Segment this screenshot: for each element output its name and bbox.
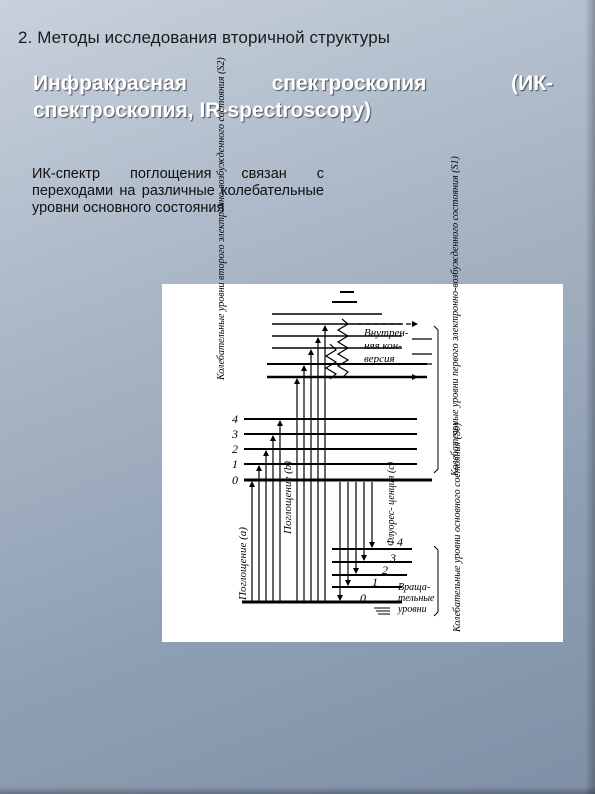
- s0-level-label: 2: [382, 563, 388, 577]
- s0-bracket: [434, 546, 438, 616]
- s1-bracket: [434, 326, 438, 473]
- fluorescence-label: Флуорес- ценция (с): [386, 461, 397, 546]
- s0-level-label: 1: [372, 575, 378, 589]
- rotational-levels-label: Враща- тельные уровни: [398, 582, 435, 615]
- slide-title: Инфракрасная спектроскопия (ИК-спектроскопия, IR-spectroscopy): [33, 72, 553, 122]
- slide-body-text: ИК-спектр поглощения связан с переходами на различные колебательные уровни основного состояния: [32, 166, 324, 216]
- zigzag-line: [326, 344, 336, 379]
- internal-conversion-label: Внутрен- няя кон- версия: [364, 327, 409, 365]
- internal-conversion: [326, 319, 417, 379]
- s1-levels: [231, 412, 432, 487]
- s1-level-label: 4: [232, 412, 238, 426]
- s1-level-label: 1: [232, 457, 238, 471]
- slide-shadow-right: [585, 0, 595, 794]
- s0-level-label: 0: [360, 591, 366, 605]
- absorption-b-label: Поглощение (b): [282, 461, 294, 534]
- absorption-a-label: Поглощение (а): [237, 527, 249, 600]
- slide-shadow-bottom: [0, 786, 595, 794]
- s1-level-label: 2: [232, 442, 238, 456]
- s0-label: Колебательные уровни основного состояния (S0): [452, 422, 463, 632]
- fluorescence-arrows: [340, 482, 372, 600]
- s1-right-levels: [412, 326, 438, 473]
- slide-header: 2. Методы исследования вторичной структуры: [18, 28, 391, 47]
- s1-level-label: 0: [232, 473, 238, 487]
- s0-level-label: 4: [397, 535, 403, 549]
- s1-level-label: 3: [232, 427, 238, 441]
- s1-label: Колебательные уровни первого электронно-возбужденного состояния (S1): [450, 156, 461, 476]
- s2-label: Колебательные уровни второго электронно-возбужденного состояния (S2): [216, 57, 227, 380]
- s0-level-label: 3: [390, 551, 396, 565]
